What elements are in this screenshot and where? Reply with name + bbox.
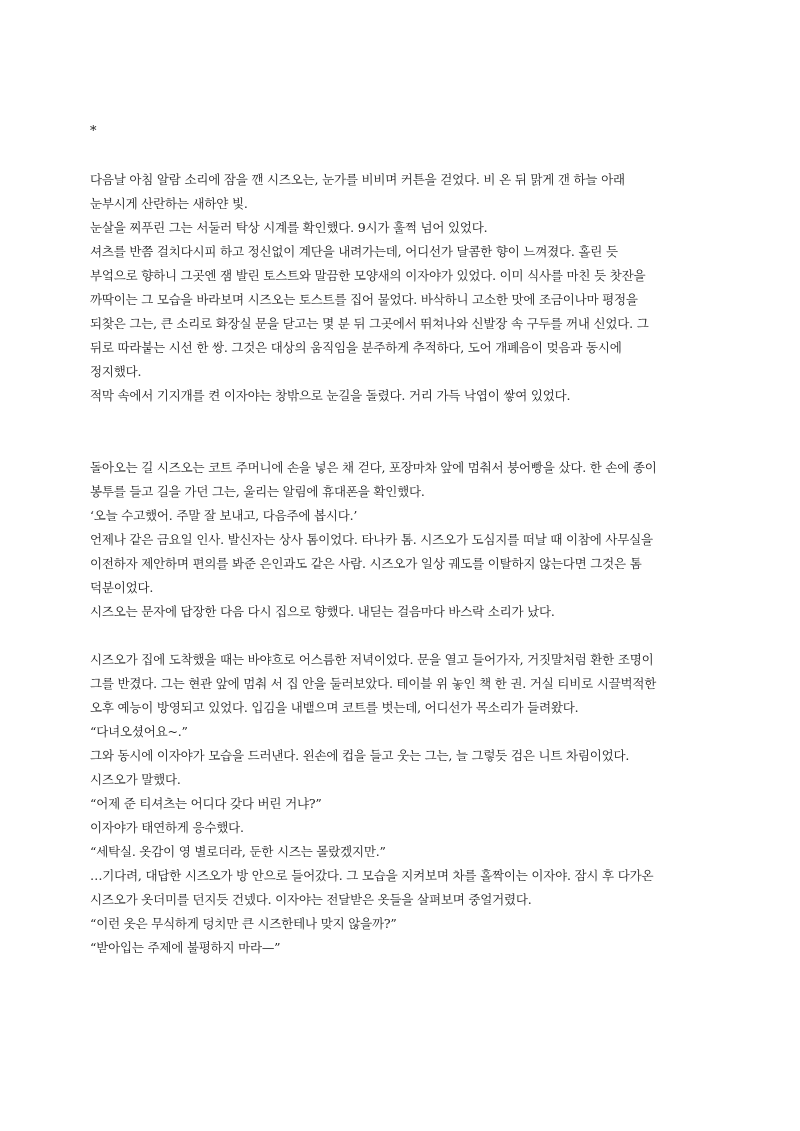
- text-line: 셔츠를 반쯤 걸치다시피 하고 정신없이 계단을 내려가는데, 어디선가 달콤한 향이 느껴졌다. 홀린 듯: [90, 244, 618, 259]
- text-line: 덕분이었다.: [90, 580, 154, 595]
- text-line: 그를 반겼다. 그는 현관 앞에 멈춰 서 집 안을 둘러보았다. 테이블 위 놓인 책 한 권. 거실 티비로 시끌벅적한: [90, 676, 657, 691]
- text-line: 눈부시게 산란하는 새하얀 빛.: [90, 196, 248, 211]
- text-line: 그와 동시에 이자야가 모습을 드러낸다. 왼손에 컵을 들고 웃는 그는, 늘 그렇듯 검은 니트 차림이었다.: [90, 748, 630, 763]
- text-line: 눈살을 찌푸린 그는 서둘러 탁상 시계를 확인했다. 9시가 훌쩍 넘어 있었다.: [90, 220, 488, 235]
- text-line: 시즈오가 옷더미를 던지듯 건넸다. 이자야는 전달받은 옷들을 살펴보며 중얼거렸다.: [90, 892, 532, 907]
- text-line: 적막 속에서 기지개를 켠 이자야는 창밖으로 눈길을 돌렸다. 거리 가득 낙엽이 쌓여 있었다.: [90, 388, 571, 403]
- text-line: 다음날 아침 알람 소리에 잠을 깬 시즈오는, 눈가를 비비며 커튼을 걷었다. 비 온 뒤 맑게 갠 하늘 아래: [90, 172, 625, 187]
- text-line: 부엌으로 향하니 그곳엔 잼 발린 토스트와 말끔한 모양새의 이자야가 있었다. 이미 식사를 마친 듯 찻잔을: [90, 268, 646, 283]
- text-line: “다녀오셨어요~.”: [90, 724, 188, 739]
- text-line: “세탁실. 옷감이 영 별로더라, 둔한 시즈는 몰랐겠지만.”: [90, 844, 386, 859]
- text-line: 시즈오가 말했다.: [90, 772, 181, 787]
- text-line: 시즈오는 문자에 답장한 다음 다시 집으로 향했다. 내딛는 걸음마다 바스락 소리가 났다.: [90, 604, 555, 619]
- text-line: 오후 예능이 방영되고 있었다. 입김을 내뱉으며 코트를 벗는데, 어디선가 목소리가 들려왔다.: [90, 700, 579, 715]
- section-gap: [90, 408, 710, 456]
- text-line: ‘오늘 수고했어. 주말 잘 보내고, 다음주에 봅시다.’: [90, 508, 358, 523]
- text-line: “어제 준 티셔츠는 어디다 갖다 버린 거냐?”: [90, 796, 322, 811]
- text-line: “받아입는 주제에 불평하지 마라—”: [90, 940, 281, 955]
- document-body: [90, 120, 710, 960]
- section-break-marker: *: [90, 124, 97, 139]
- text-line: 봉투를 들고 길을 가던 그는, 울리는 알림에 휴대폰을 확인했다.: [90, 484, 425, 499]
- text-line: 되찾은 그는, 큰 소리로 화장실 문을 닫고는 몇 분 뒤 그곳에서 뛰쳐나와 신발장 속 구두를 꺼내 신었다. 그: [90, 316, 649, 331]
- text-line: 이자야가 태연하게 응수했다.: [90, 820, 244, 835]
- section-gap: [90, 624, 710, 648]
- text-line: 시즈오가 집에 도착했을 때는 바야흐로 어스름한 저녁이었다. 문을 열고 들어가자, 거짓말처럼 환한 조명이: [90, 652, 654, 667]
- text-line: 뒤로 따라붙는 시선 한 쌍. 그것은 대상의 움직임을 분주하게 추적하다, 도어 개폐음이 멎음과 동시에: [90, 340, 622, 355]
- text-line: 정지했다.: [90, 364, 142, 379]
- text-line: 돌아오는 길 시즈오는 코트 주머니에 손을 넣은 채 걷다, 포장마차 앞에 멈춰서 붕어빵을 샀다. 한 손에 종이: [90, 460, 657, 475]
- text-line: 까딱이는 그 모습을 바라보며 시즈오는 토스트를 집어 물었다. 바삭하니 고소한 맛에 조금이나마 평정을: [90, 292, 638, 307]
- text-line: 이전하자 제안하며 편의를 봐준 은인과도 같은 사람. 시즈오가 일상 궤도를 이탈하지 않는다면 그것은 톰: [90, 556, 642, 571]
- text-line: …기다려, 대답한 시즈오가 방 안으로 들어갔다. 그 모습을 지켜보며 차를 홀짝이는 이자야. 잠시 후 다가온: [90, 868, 654, 883]
- text-line: “이런 옷은 무식하게 덩치만 큰 시즈한테나 맞지 않을까?”: [90, 916, 397, 931]
- text-line: 언제나 같은 금요일 인사. 발신자는 상사 톰이었다. 타나카 톰. 시즈오가 도심지를 떠날 때 이참에 사무실을: [90, 532, 653, 547]
- section-gap: [90, 144, 710, 168]
